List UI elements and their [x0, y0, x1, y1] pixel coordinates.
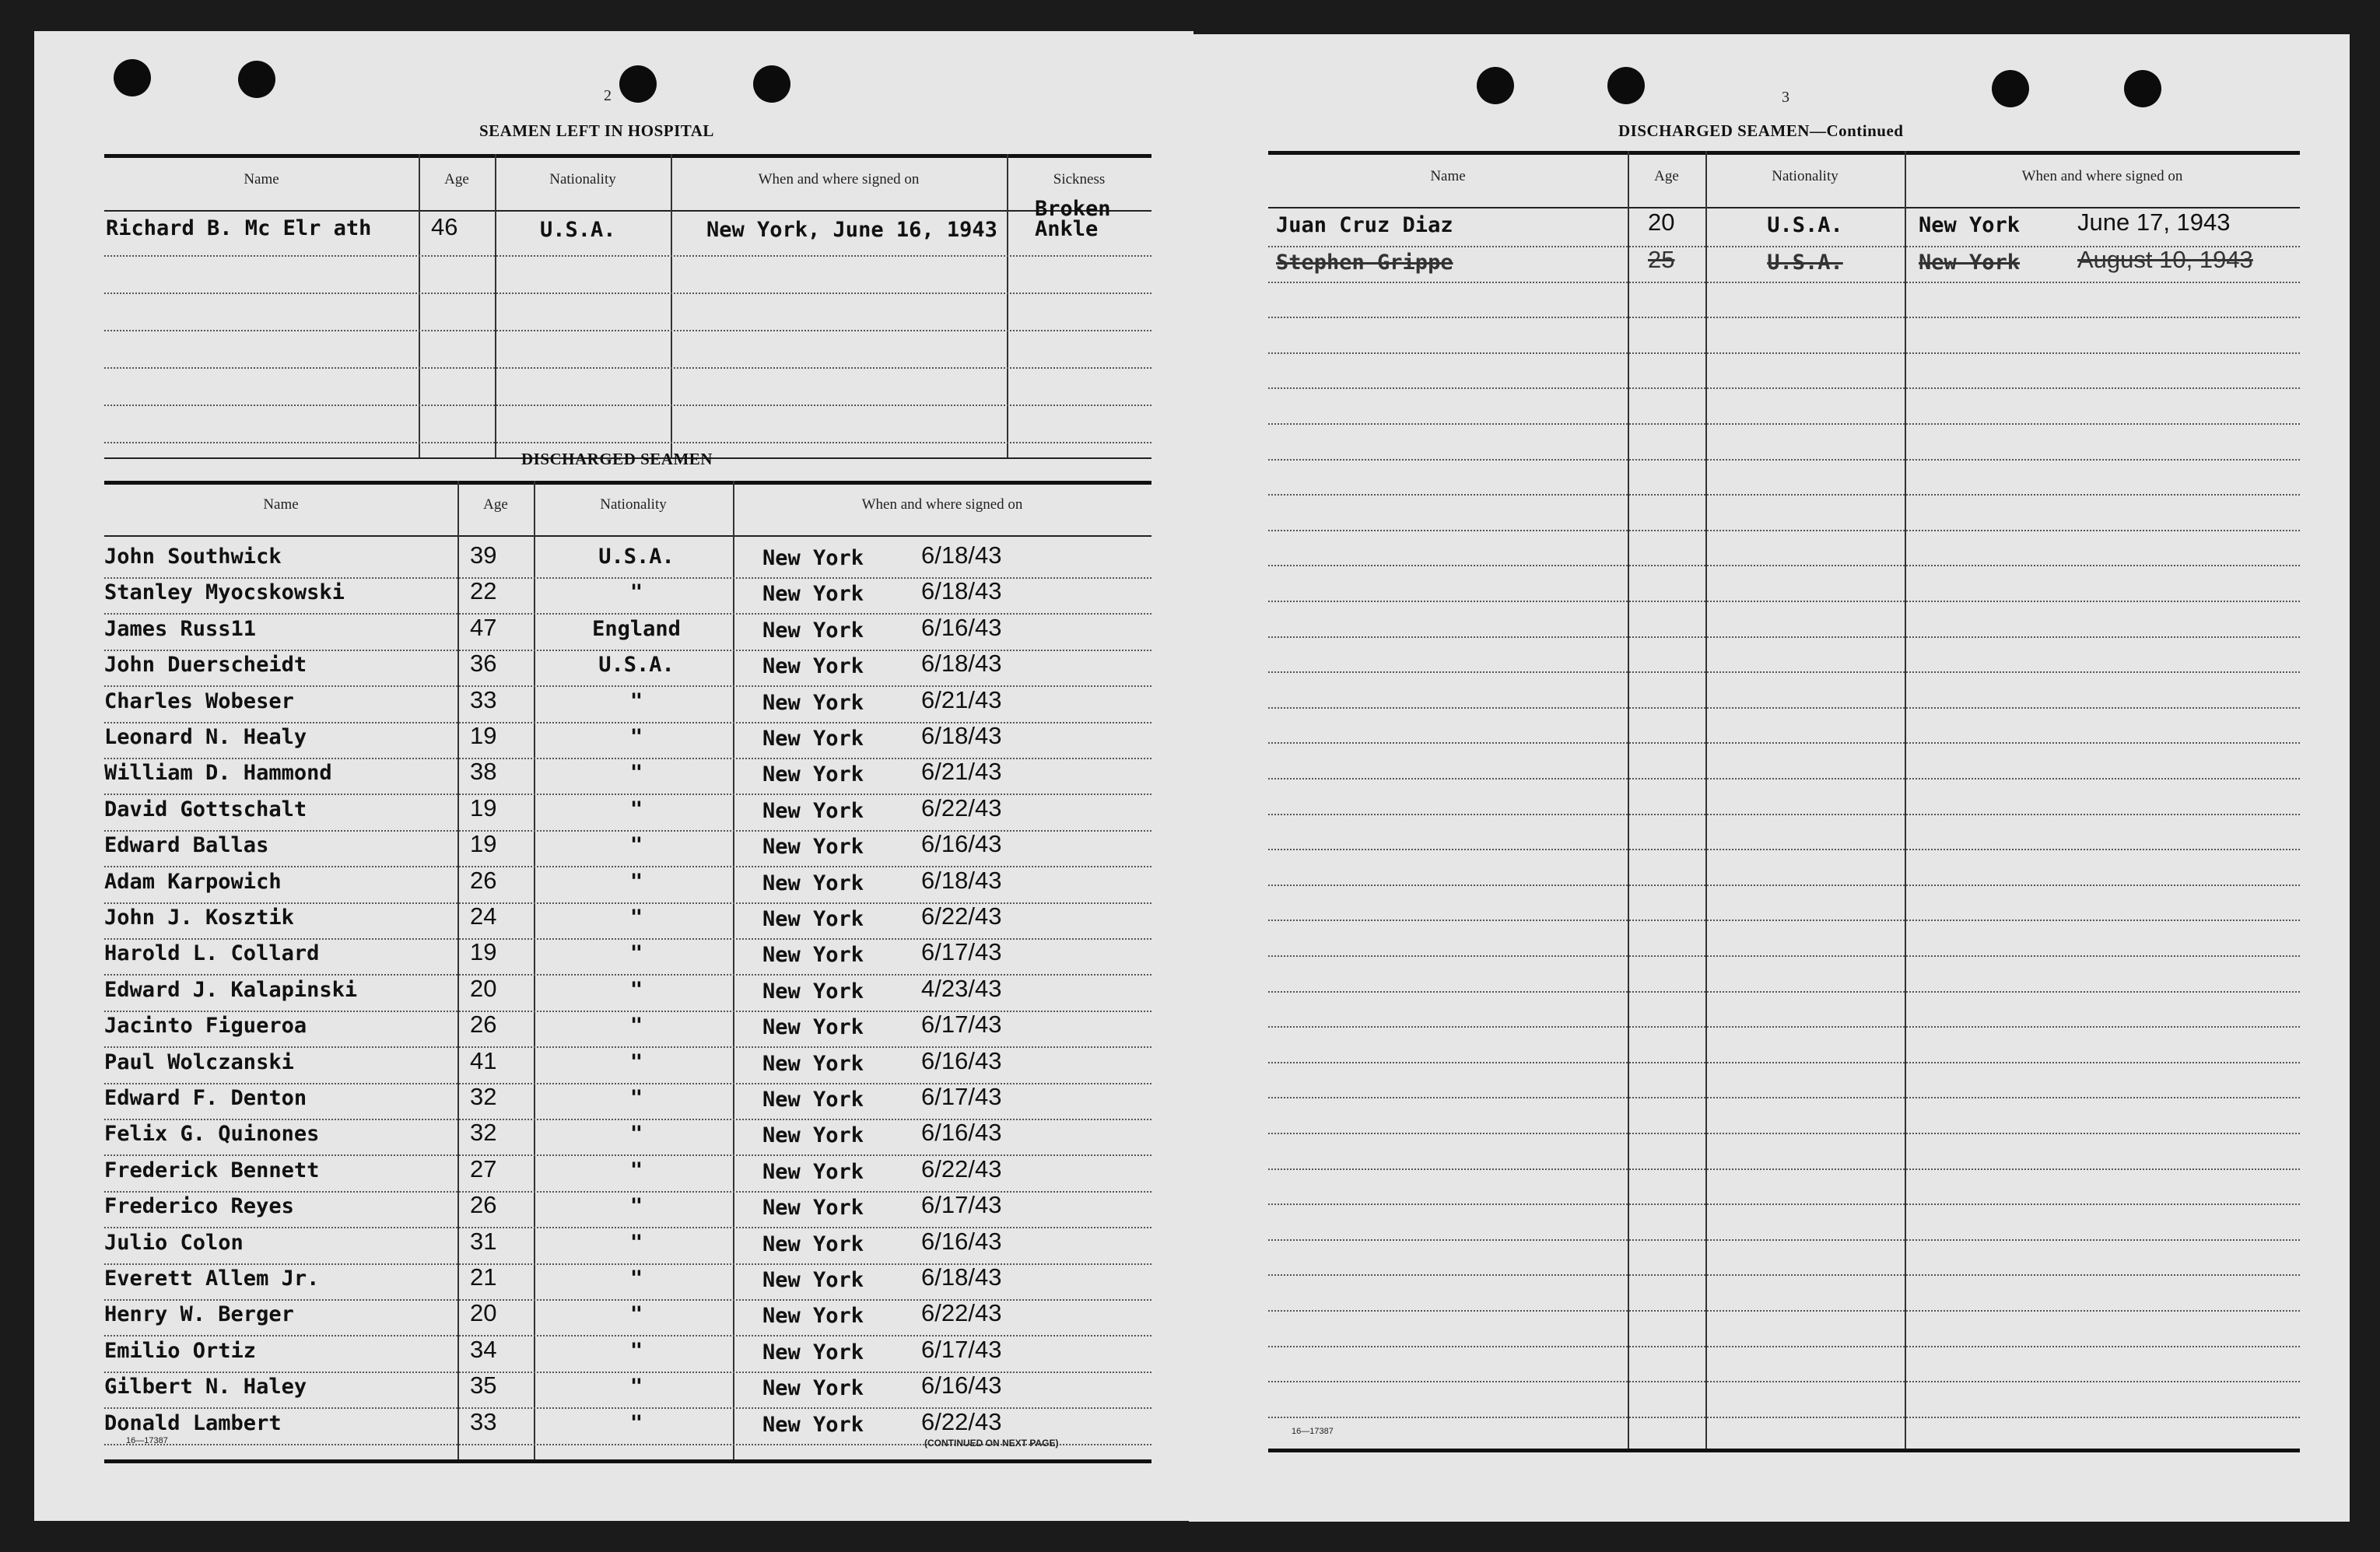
- signed-on-date: 6/22/43: [921, 902, 1002, 930]
- signed-on-place: New York: [762, 835, 864, 860]
- seaman-name: Stephen Grippe: [1276, 250, 1453, 275]
- row-rule: [1268, 459, 2300, 461]
- table-top-rule: [104, 154, 1151, 158]
- hospital-section-title: SEAMEN LEFT IN HOSPITAL: [479, 121, 714, 140]
- discharged-section-title: DISCHARGED SEAMEN: [521, 450, 713, 468]
- row-rule: [104, 367, 1151, 369]
- signed-on-place: New York: [762, 1015, 864, 1040]
- signed-on-place: New York: [762, 690, 864, 715]
- signed-on-place: New York: [762, 762, 864, 787]
- seaman-age: 21: [470, 1263, 497, 1291]
- signed-on-date: 6/16/43: [921, 1119, 1002, 1147]
- punch-hole: [1607, 67, 1645, 104]
- signed-on-date: 6/17/43: [921, 1083, 1002, 1110]
- signed-on-date: 6/18/43: [921, 577, 1002, 605]
- row-rule: [1268, 601, 2300, 602]
- row-rule: [1268, 317, 2300, 318]
- row-rule: [1268, 1062, 2300, 1063]
- row-rule: [1268, 636, 2300, 638]
- signed-on-place: New York: [762, 654, 864, 679]
- seaman-name: Gilbert N. Haley: [104, 1375, 307, 1400]
- signed-on-place: New York: [762, 1123, 864, 1148]
- header-bottom-rule: [104, 535, 1151, 537]
- signed-on-place: New York: [762, 618, 864, 643]
- row-rule: [1268, 849, 2300, 850]
- signed-on-date: 6/22/43: [921, 1299, 1002, 1327]
- row-rule: [1268, 387, 2300, 389]
- discharged-continued-title: DISCHARGED SEAMEN—Continued: [1618, 121, 1904, 140]
- seaman-nationality: U.S.A.: [1767, 250, 1843, 275]
- seaman-name: Harold L. Collard: [104, 941, 320, 966]
- signed-on-date: 6/16/43: [921, 830, 1002, 858]
- signed-on-date: 6/18/43: [921, 866, 1002, 894]
- punch-hole: [2124, 70, 2161, 107]
- signed-on-place: New York: [762, 1159, 864, 1184]
- left-page: [34, 31, 1194, 1521]
- seaman-nationality: England: [592, 616, 681, 641]
- seaman-nationality: U.S.A.: [598, 653, 675, 678]
- seaman-age: 22: [470, 577, 497, 605]
- seaman-age: 26: [470, 1011, 497, 1039]
- seaman-nationality: ": [629, 797, 643, 822]
- patient-sickness: Broken Ankle: [1035, 197, 1111, 241]
- seaman-nationality: ": [629, 1194, 643, 1219]
- signed-on-date: 6/16/43: [921, 1372, 1002, 1400]
- signed-on-place: New York: [762, 1051, 864, 1076]
- row-rule: [1268, 1310, 2300, 1312]
- row-rule: [1268, 1239, 2300, 1241]
- seaman-nationality: ": [629, 1014, 643, 1039]
- seaman-name: William D. Hammond: [104, 761, 332, 786]
- signed-on-date: 6/21/43: [921, 758, 1002, 786]
- seaman-nationality: ": [629, 941, 643, 966]
- signed-on-date: 6/16/43: [921, 1227, 1002, 1255]
- seaman-nationality: ": [629, 1375, 643, 1400]
- seaman-name: David Gottschalt: [104, 797, 307, 822]
- patient-nationality: U.S.A.: [540, 218, 616, 242]
- column-header-name: Name: [244, 171, 279, 187]
- seaman-age: 24: [470, 902, 497, 930]
- signed-on-date: June 17, 1943: [2077, 208, 2231, 236]
- signed-on-date: 6/18/43: [921, 1263, 1002, 1291]
- seaman-name: Edward Ballas: [104, 833, 269, 858]
- seaman-age: 36: [470, 650, 497, 678]
- signed-on-date: 6/22/43: [921, 1154, 1002, 1182]
- signed-on-place: New York: [762, 1304, 864, 1329]
- row-rule: [1268, 742, 2300, 744]
- seaman-name: Paul Wolczanski: [104, 1049, 294, 1074]
- seaman-nationality: ": [629, 977, 643, 1002]
- signed-on-date: 6/22/43: [921, 1407, 1002, 1435]
- row-rule: [1268, 778, 2300, 780]
- seaman-age: 32: [470, 1083, 497, 1110]
- seaman-name: Edward J. Kalapinski: [104, 977, 358, 1002]
- table-top-rule: [1268, 151, 2300, 155]
- column-divider: [495, 154, 496, 459]
- signed-on-place: New York: [762, 1231, 864, 1256]
- row-rule: [1268, 991, 2300, 993]
- seaman-nationality: ": [629, 1049, 643, 1074]
- signed-on-place: New York: [762, 582, 864, 607]
- seaman-age: 25: [1648, 246, 1675, 273]
- seaman-name: Felix G. Quinones: [104, 1122, 320, 1147]
- seaman-nationality: ": [629, 580, 643, 605]
- seaman-nationality: ": [629, 1230, 643, 1255]
- seaman-nationality: ": [629, 1266, 643, 1291]
- seaman-nationality: ": [629, 833, 643, 858]
- signed-on-place: New York: [1919, 250, 2021, 275]
- seaman-nationality: ": [629, 725, 643, 749]
- seaman-name: John J. Kosztik: [104, 906, 294, 930]
- seaman-nationality: ": [629, 1158, 643, 1182]
- signed-on-place: New York: [762, 1088, 864, 1112]
- row-rule: [1268, 282, 2300, 283]
- punch-hole: [1477, 67, 1514, 104]
- column-divider: [457, 481, 459, 1463]
- column-header-signed: When and where signed on: [861, 496, 1023, 513]
- seaman-age: 32: [470, 1119, 497, 1147]
- seaman-age: 20: [470, 974, 497, 1002]
- signed-on-date: 6/17/43: [921, 1011, 1002, 1039]
- form-number: 16—17387: [126, 1436, 168, 1445]
- page-number: 2: [604, 87, 612, 104]
- punch-hole: [753, 65, 790, 103]
- seaman-name: Leonard N. Healy: [104, 725, 307, 749]
- seaman-age: 33: [470, 1407, 497, 1435]
- seaman-name: Frederick Bennett: [104, 1158, 320, 1182]
- page-number: 3: [1782, 89, 1789, 106]
- punch-hole: [114, 59, 151, 96]
- signed-on-place: New York: [762, 798, 864, 823]
- seaman-age: 19: [470, 722, 497, 749]
- seaman-nationality: ": [629, 906, 643, 930]
- column-header-nationality: Nationality: [549, 171, 616, 187]
- seaman-age: 19: [470, 830, 497, 858]
- seaman-name: Edward F. Denton: [104, 1086, 307, 1110]
- signed-on-date: 6/17/43: [921, 1335, 1002, 1363]
- table-top-rule: [104, 481, 1151, 485]
- table-bottom-rule: [104, 1459, 1151, 1463]
- signed-on-date: 6/16/43: [921, 613, 1002, 641]
- seaman-name: Julio Colon: [104, 1230, 244, 1255]
- row-rule: [1268, 920, 2300, 921]
- row-rule: [1268, 885, 2300, 886]
- patient-signed-on: New York, June 16, 1943: [706, 218, 997, 242]
- seaman-nationality: ": [629, 1410, 643, 1435]
- seaman-age: 26: [470, 1191, 497, 1219]
- signed-on-date: 6/18/43: [921, 722, 1002, 749]
- patient-age: 46: [431, 213, 458, 240]
- row-rule: [1268, 1381, 2300, 1382]
- seaman-nationality: ": [629, 761, 643, 786]
- seaman-age: 26: [470, 866, 497, 894]
- seaman-age: 38: [470, 758, 497, 786]
- column-header-sickness: Sickness: [1053, 171, 1106, 187]
- signed-on-date: 6/22/43: [921, 794, 1002, 822]
- seaman-age: 20: [1648, 208, 1675, 236]
- seaman-age: 27: [470, 1154, 497, 1182]
- column-divider: [419, 154, 420, 459]
- column-header-signed: When and where signed on: [2021, 168, 2183, 184]
- seaman-nationality: ": [629, 1302, 643, 1327]
- seaman-nationality: ": [629, 1338, 643, 1363]
- seaman-name: Frederico Reyes: [104, 1194, 294, 1219]
- row-rule: [104, 442, 1151, 443]
- table-bottom-rule: [1268, 1449, 2300, 1452]
- punch-hole: [1992, 70, 2029, 107]
- seaman-nationality: ": [629, 869, 643, 894]
- row-rule: [1268, 1097, 2300, 1098]
- signed-on-date: 4/23/43: [921, 974, 1002, 1002]
- seaman-age: 34: [470, 1335, 497, 1363]
- punch-hole: [238, 61, 275, 98]
- seaman-name: Juan Cruz Diaz: [1276, 213, 1453, 237]
- signed-on-date: 6/17/43: [921, 1191, 1002, 1219]
- seaman-name: John Southwick: [104, 545, 282, 569]
- row-rule: [1268, 1026, 2300, 1028]
- column-divider: [1007, 154, 1008, 459]
- seaman-nationality: ": [629, 688, 643, 713]
- row-rule: [1268, 565, 2300, 566]
- row-rule: [104, 255, 1151, 257]
- column-divider: [534, 481, 535, 1463]
- column-header-signed: When and where signed on: [758, 171, 920, 187]
- row-rule: [1268, 1346, 2300, 1347]
- discharged-table: [104, 481, 1151, 1463]
- row-rule: [1268, 352, 2300, 354]
- seaman-name: Henry W. Berger: [104, 1302, 294, 1327]
- seaman-age: 31: [470, 1227, 497, 1255]
- row-rule: [104, 405, 1151, 406]
- row-rule: [1268, 671, 2300, 673]
- row-rule: [104, 293, 1151, 294]
- row-rule: [1268, 955, 2300, 957]
- right-page: [1189, 34, 2350, 1522]
- seaman-nationality: U.S.A.: [1767, 213, 1843, 237]
- header-bottom-rule: [104, 210, 1151, 212]
- seaman-name: Stanley Myocskowski: [104, 580, 345, 605]
- column-header-age: Age: [483, 496, 508, 513]
- seaman-age: 41: [470, 1046, 497, 1074]
- row-rule: [1268, 1274, 2300, 1276]
- continued-note: (CONTINUED ON NEXT PAGE): [924, 1438, 1059, 1449]
- seaman-age: 19: [470, 794, 497, 822]
- signed-on-date: 6/21/43: [921, 685, 1002, 713]
- signed-on-place: New York: [762, 727, 864, 751]
- seaman-age: 39: [470, 541, 497, 569]
- seaman-nationality: ": [629, 1086, 643, 1110]
- seaman-age: 33: [470, 685, 497, 713]
- form-number: 16—17387: [1292, 1427, 1334, 1436]
- patient-name: Richard B. Mc Elr ath: [106, 216, 372, 240]
- column-divider: [733, 481, 734, 1463]
- column-header-name: Name: [263, 496, 299, 513]
- row-rule: [104, 330, 1151, 331]
- column-header-age: Age: [444, 171, 469, 187]
- signed-on-place: New York: [762, 871, 864, 895]
- seaman-nationality: U.S.A.: [598, 545, 675, 569]
- signed-on-place: New York: [762, 1268, 864, 1292]
- signed-on-place: New York: [762, 1196, 864, 1221]
- seaman-name: Donald Lambert: [104, 1410, 282, 1435]
- seaman-name: Jacinto Figueroa: [104, 1014, 307, 1039]
- discharged-continued-table: [1268, 151, 2300, 1452]
- signed-on-place: New York: [762, 943, 864, 968]
- seaman-name: Emilio Ortiz: [104, 1338, 257, 1363]
- signed-on-place: New York: [762, 1340, 864, 1365]
- column-divider: [1628, 151, 1629, 1452]
- seaman-nationality: ": [629, 1122, 643, 1147]
- signed-on-place: New York: [762, 907, 864, 931]
- seaman-name: Everett Allem Jr.: [104, 1266, 320, 1291]
- signed-on-place: New York: [762, 546, 864, 570]
- column-header-nationality: Nationality: [1772, 168, 1838, 184]
- signed-on-place: New York: [762, 1376, 864, 1401]
- row-rule: [1268, 494, 2300, 496]
- row-rule: [1268, 530, 2300, 531]
- hospital-table: [104, 154, 1151, 459]
- seaman-name: Charles Wobeser: [104, 688, 294, 713]
- seaman-age: 35: [470, 1372, 497, 1400]
- signed-on-date: August 10, 1943: [2077, 246, 2253, 273]
- row-rule: [1268, 423, 2300, 425]
- signed-on-date: 6/16/43: [921, 1046, 1002, 1074]
- column-divider: [671, 154, 672, 459]
- seaman-age: 47: [470, 613, 497, 641]
- row-rule: [1268, 1168, 2300, 1170]
- row-rule: [1268, 1203, 2300, 1205]
- column-header-nationality: Nationality: [600, 496, 667, 513]
- signed-on-date: 6/17/43: [921, 938, 1002, 966]
- row-rule: [1268, 1133, 2300, 1134]
- row-rule: [1268, 1417, 2300, 1418]
- signed-on-place: New York: [762, 1412, 864, 1437]
- column-divider: [1705, 151, 1707, 1452]
- signed-on-date: 6/18/43: [921, 650, 1002, 678]
- row-rule: [1268, 814, 2300, 815]
- punch-hole: [619, 65, 657, 103]
- column-header-age: Age: [1654, 168, 1679, 184]
- seaman-age: 19: [470, 938, 497, 966]
- signed-on-date: 6/18/43: [921, 541, 1002, 569]
- seaman-name: Adam Karpowich: [104, 869, 282, 894]
- seaman-name: James Russ11: [104, 616, 257, 641]
- column-header-name: Name: [1430, 168, 1466, 184]
- seaman-name: John Duerscheidt: [104, 653, 307, 678]
- row-rule: [1268, 707, 2300, 709]
- seaman-age: 20: [470, 1299, 497, 1327]
- signed-on-place: New York: [1919, 213, 2021, 237]
- column-divider: [1905, 151, 1906, 1452]
- signed-on-place: New York: [762, 979, 864, 1004]
